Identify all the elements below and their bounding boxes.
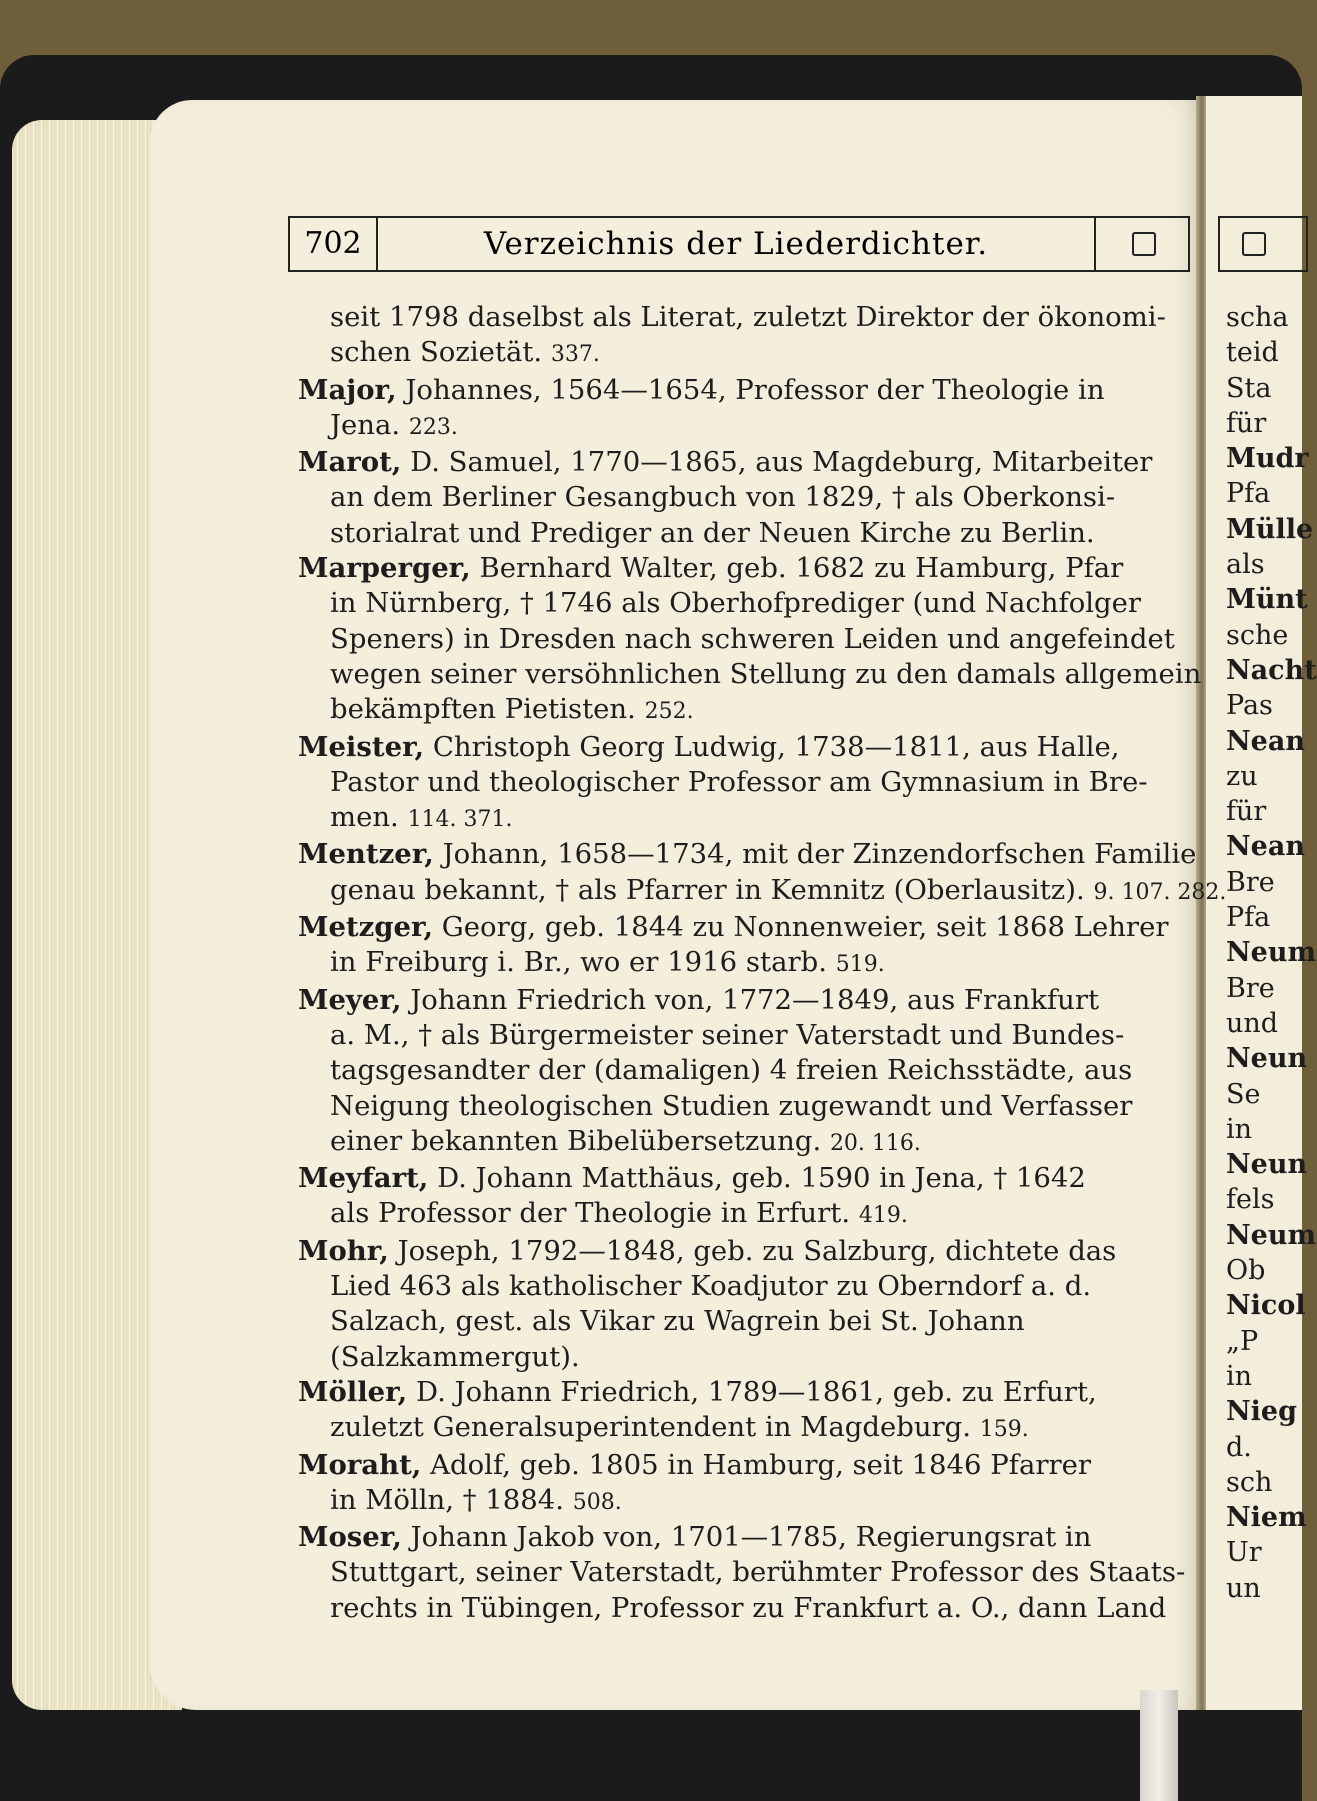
hymn-references: 337.: [550, 342, 600, 368]
entry-text: Johann Friedrich von, 1772—1849, aus Frankfurt: [410, 983, 1100, 1016]
poet-name: Mohr,: [298, 1234, 389, 1267]
right-page-fragment: in: [1226, 1113, 1253, 1145]
right-page-fragment: Pfa: [1226, 478, 1271, 510]
right-page-fragment: Neun: [1226, 1149, 1308, 1181]
right-page-fragment: Niem: [1226, 1502, 1307, 1534]
entry-text: (Salzkammergut).: [330, 1340, 580, 1373]
entry-headline: [298, 373, 1213, 408]
entry-continuation: [298, 335, 1213, 372]
entry-text: men.: [330, 801, 399, 834]
square-ornament-icon: [1132, 232, 1156, 256]
entry-text: Johannes, 1564—1654, Professor der Theologie in: [405, 373, 1105, 406]
entry-text: rechts in Tübingen, Professor zu Frankfurt a. O., dann Land: [330, 1591, 1167, 1624]
entry-text: in Freiburg i. Br., wo er 1916 starb.: [330, 946, 827, 979]
right-page-fragment: Bre: [1226, 972, 1275, 1004]
right-page-fragment: scha: [1226, 302, 1289, 333]
entry-headline: [298, 983, 1213, 1018]
right-page-fragment: Nicol: [1226, 1290, 1306, 1322]
entry-continuation: [298, 945, 1213, 982]
entry-text: Johann Jakob von, 1701—1785, Regierungsrat in: [410, 1521, 1092, 1554]
entry-list: [298, 300, 1227, 1626]
entry-text: Georg, geb. 1844 zu Nonnenweier, seit 1868 Lehrer: [441, 911, 1169, 944]
right-page-fragment: Mudr: [1226, 443, 1309, 475]
right-page-fragment: Münt: [1226, 584, 1308, 616]
entry-text: D. Samuel, 1770—1865, aus Magdeburg, Mitarbeiter: [410, 446, 1153, 479]
entry-continuation: [298, 657, 1213, 692]
right-page-fragment: Bre: [1226, 866, 1275, 898]
entry-headline: [298, 1448, 1213, 1483]
right-page-text: [1226, 300, 1317, 1606]
entry-text: Stuttgart, seiner Vaterstadt, berühmter Professor des Staats-: [330, 1556, 1186, 1589]
entry-continuation: [298, 1124, 1213, 1161]
hymn-references: 159.: [979, 1417, 1029, 1443]
page-number: 702: [290, 218, 378, 270]
poet-name: Moser,: [298, 1521, 402, 1554]
right-page-fragment: Nacht: [1226, 654, 1317, 686]
right-page-fragment: zu: [1226, 760, 1258, 792]
right-page-fragment: Ur: [1226, 1537, 1262, 1569]
hymn-references: 114. 371.: [407, 807, 513, 833]
hymn-references: 508.: [572, 1489, 622, 1515]
entry-headline: [298, 1520, 1213, 1555]
entry-continuation: [298, 586, 1213, 621]
right-page-fragment: Nean: [1226, 725, 1305, 757]
right-page-fragment: Mülle: [1226, 513, 1314, 545]
entry-text: bekämpften Pietisten.: [330, 693, 636, 726]
poet-name: Möller,: [298, 1375, 408, 1408]
hymn-references: 223.: [408, 414, 458, 440]
right-page-fragment: Sta: [1226, 372, 1272, 404]
entry-continuation: [298, 480, 1213, 515]
right-page-fragment: Pas: [1226, 690, 1273, 722]
page-title: Verzeichnis der Liederdichter.: [483, 226, 989, 262]
entry-text: storialrat und Prediger an der Neuen Kirche zu Berlin.: [330, 516, 1095, 549]
poet-name: Marot,: [298, 446, 402, 479]
right-page-fragment: als: [1226, 549, 1265, 581]
poet-name: Metzger,: [298, 911, 434, 944]
entry-text: zuletzt Generalsuperintendent in Magdeburg.: [330, 1411, 972, 1444]
right-page-fragment: d.: [1226, 1431, 1252, 1463]
right-page-fragment: Ob: [1226, 1255, 1266, 1287]
right-page-fragment: Pfa: [1226, 902, 1271, 934]
entry-text: als Professor der Theologie in Erfurt.: [330, 1197, 851, 1230]
right-page-fragment: für: [1226, 796, 1267, 828]
poet-name: Meister,: [298, 730, 425, 763]
entry-text: einer bekannten Bibelübersetzung.: [330, 1124, 822, 1157]
right-page-fragment: in: [1226, 1360, 1253, 1392]
bookmark-ribbon: [1140, 1690, 1178, 1801]
entry-text: Jena.: [330, 408, 401, 441]
right-page-fragment: Neun: [1226, 1043, 1308, 1075]
entry-text: schen Sozietät.: [330, 336, 543, 369]
right-page-fragment: un: [1226, 1572, 1261, 1604]
entry-continuation: [298, 1591, 1213, 1626]
right-page-fragment: Se: [1226, 1078, 1261, 1110]
entry-text: in Nürnberg, † 1746 als Oberhofprediger (und Nachfolger: [330, 587, 1142, 620]
entry-text: Pastor und theologischer Professor am Gymnasium in Bre-: [330, 765, 1148, 798]
entry-text: in Mölln, † 1884.: [330, 1483, 564, 1516]
hymn-references: 419.: [858, 1203, 908, 1229]
entry-text: D. Johann Matthäus, geb. 1590 in Jena, † 1642: [437, 1162, 1086, 1195]
entry-text: Christoph Georg Ludwig, 1738—1811, aus Halle,: [432, 730, 1120, 763]
entry-continuation: [298, 300, 1213, 335]
poet-name: Moraht,: [298, 1448, 422, 1481]
entry-text: seit 1798 daselbst als Literat, zuletzt Direktor der ökonomi-: [330, 301, 1166, 333]
entry-text: Bernhard Walter, geb. 1682 zu Hamburg, Pfar: [479, 552, 1124, 585]
entry-continuation: [298, 1555, 1213, 1590]
entry-text: a. M., † als Bürgermeister seiner Vaterstadt und Bundes-: [330, 1018, 1125, 1051]
hymn-references: 9. 107. 282.: [1093, 879, 1227, 905]
right-page-fragment: Nieg: [1226, 1396, 1297, 1428]
entry-headline: [298, 1375, 1213, 1410]
entry-text: tagsgesandter der (damaligen) 4 freien Reichsstädte, aus: [330, 1054, 1133, 1087]
entry-headline: [298, 730, 1213, 765]
entry-headline: [298, 1161, 1213, 1196]
entry-headline: [298, 445, 1213, 480]
right-page-fragment: Nean: [1226, 831, 1305, 863]
entry-text: an dem Berliner Gesangbuch von 1829, † als Oberkonsi-: [330, 481, 1116, 514]
hymn-references: 519.: [835, 952, 885, 978]
right-page-fragment: und: [1226, 1007, 1279, 1039]
entry-continuation: [298, 765, 1213, 800]
poet-name: Meyfart,: [298, 1162, 429, 1195]
poet-name: Mentzer,: [298, 838, 434, 871]
entry-headline: [298, 551, 1213, 586]
right-page-fragment: fels: [1226, 1184, 1275, 1216]
entry-continuation: [298, 1018, 1213, 1053]
hymn-references: 20. 116.: [829, 1130, 921, 1156]
right-page-fragment: Neum: [1226, 1219, 1317, 1251]
entry-continuation: [298, 1089, 1213, 1124]
entry-continuation: [298, 1269, 1213, 1304]
poet-name: Meyer,: [298, 983, 402, 1016]
entry-continuation: [298, 1410, 1213, 1447]
entry-headline: [298, 1234, 1213, 1269]
entry-continuation: [298, 1304, 1213, 1339]
entry-headline: [298, 910, 1213, 945]
entry-continuation: [298, 800, 1213, 837]
entry-continuation: [298, 516, 1213, 551]
entry-continuation: [298, 873, 1227, 910]
poet-name: Marperger,: [298, 552, 471, 585]
entry-text: Speners) in Dresden nach schweren Leiden und angefeindet: [330, 622, 1175, 655]
hymn-references: 252.: [644, 699, 694, 725]
right-page-header: [1218, 216, 1308, 272]
entry-text: Salzach, gest. als Vikar zu Wagrein bei St. Johann: [330, 1305, 1025, 1338]
square-ornament-icon: [1242, 232, 1266, 256]
right-page-fragment: Neum: [1226, 937, 1317, 969]
entry-continuation: [298, 1340, 1213, 1375]
entry-text: Adolf, geb. 1805 in Hamburg, seit 1846 Pfarrer: [430, 1448, 1092, 1481]
entry-continuation: [298, 1196, 1213, 1233]
poet-name: Major,: [298, 373, 397, 406]
right-page-fragment: sch: [1226, 1466, 1273, 1498]
entry-text: genau bekannt, † als Pfarrer in Kemnitz (Oberlausitz).: [330, 873, 1085, 906]
entry-text: Neigung theologischen Studien zugewandt und Verfasser: [330, 1089, 1133, 1122]
entry-text: wegen seiner versöhnlichen Stellung zu den damals allgemein: [330, 657, 1202, 690]
entry-text: Joseph, 1792—1848, geb. zu Salzburg, dichtete das: [397, 1234, 1117, 1267]
right-page-fragment: „P: [1226, 1325, 1259, 1357]
entry-continuation: [298, 1053, 1213, 1088]
entry-continuation: [298, 692, 1213, 729]
header-ornament: [1094, 218, 1188, 270]
entry-text: Johann, 1658—1734, mit der Zinzendorfschen Familie: [442, 838, 1197, 871]
entry-continuation: [298, 1483, 1213, 1520]
entry-continuation: [298, 622, 1213, 657]
right-page-fragment: sche: [1226, 619, 1289, 651]
right-page-fragment: für: [1226, 407, 1267, 439]
entry-headline: [298, 837, 1213, 872]
right-page-fragment: teid: [1226, 337, 1279, 369]
entry-text: D. Johann Friedrich, 1789—1861, geb. zu Erfurt,: [416, 1375, 1097, 1408]
page-header: [288, 216, 1190, 272]
entry-text: Lied 463 als katholischer Koadjutor zu Oberndorf a. d.: [330, 1270, 1092, 1303]
entry-continuation: [298, 408, 1213, 445]
